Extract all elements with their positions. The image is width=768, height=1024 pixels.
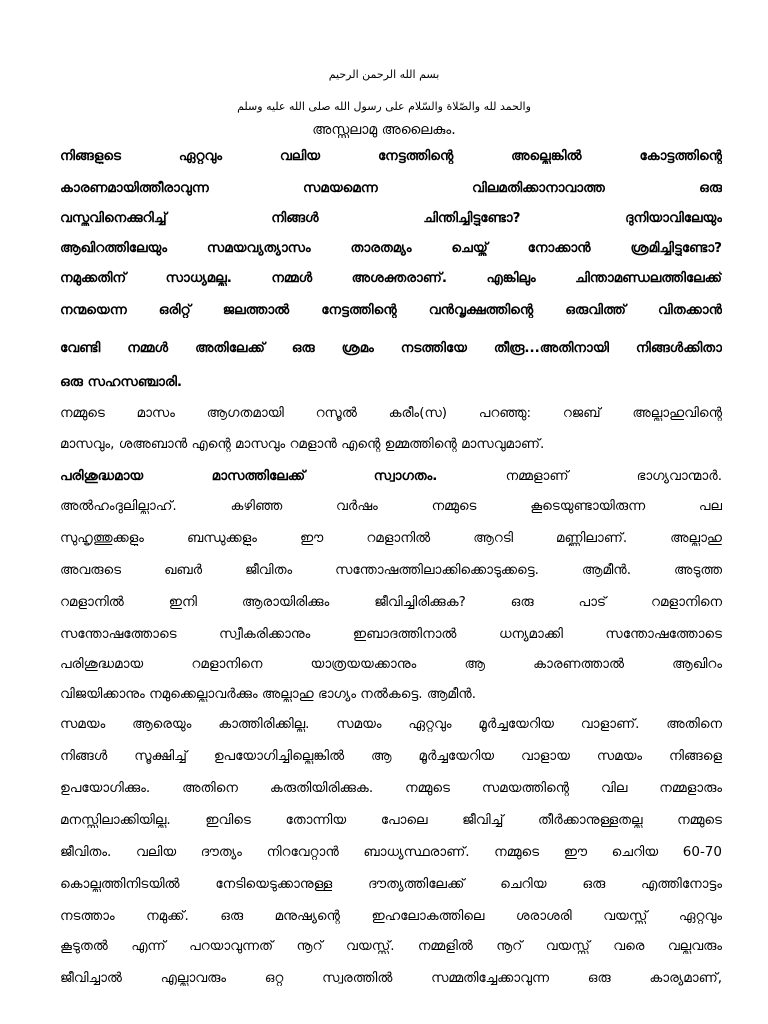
salam-greeting: അസ്സലാമു അലൈകും. (312, 122, 456, 138)
intro-line: വസ്തുവിനെക്കുറിച്ച് നിങ്ങൾ ചിന്തിച്ചിട്ടുണ്ടോ? ദുനിയാവിലേയും (60, 210, 722, 226)
body-line: ജീവിച്ചാൽ എല്ലാവരും ഒറ്റ സ്വരത്തിൽ സമ്മതിച്ചേക്കാവുന്ന ഒരു കാര്യമാണ്, (60, 970, 722, 986)
body-line: അൽഹംദുലില്ലാഹ്. കഴിഞ്ഞ വർഷം നമ്മുടെ കൂടെയുണ്ടായിരുന്ന പല (60, 498, 722, 514)
body-line: മാസവും, ശഅബാൻ എന്റെ മാസവും റമളാൻ എന്റെ ഉമ്മത്തിന്റെ മാസവുമാണ്. (60, 436, 545, 452)
intro-line: നിങ്ങളുടെ ഏറ്റവും വലിയ നേട്ടത്തിന്റെ അല്ലെങ്കിൽ കോട്ടത്തിന്റെ (60, 148, 722, 164)
body-line: നമ്മുടെ മാസം ആഗതമായി റസൂൽ കരീം(സ) പറഞ്ഞു: റജബ് അല്ലാഹുവിന്റെ (60, 405, 722, 421)
body-line: സമയം ആരെയും കാത്തിരിക്കില്ല. സമയം ഏറ്റവും മൂർച്ചയേറിയ വാളാണ്. അതിനെ (60, 716, 722, 732)
bismillah-line: بسم الله الرحمن الرحيم (328, 68, 440, 81)
body-line: അവരുടെ ഖബർ ജീവിതം സന്തോഷത്തിലാക്കിക്കൊടുക്കട്ടെ. ആമീൻ. അടുത്ത (60, 562, 722, 578)
welcome-bold-text: പരിശുദ്ധമായ മാസത്തിലേക്ക് സ്വാഗതം. (60, 468, 438, 484)
hamdala-line: والحمد لله والصّلاة والسّلام على رسول الله صلى الله عليه وسلم (237, 100, 531, 113)
body-line: കൂടുതൽ എന്ന് പറയാവുന്നത് നൂറ് വയസ്സ്. നമ്മളിൽ നൂറ് വയസ്സ് വരെ വല്ലവരും (60, 938, 722, 954)
intro-line: നന്മയെന്ന ഒരിറ്റ് ജലത്താൽ നേട്ടത്തിന്റെ വൻവൃക്ഷത്തിന്റെ ഒരുവിത്ത് വിതക്കാൻ (60, 302, 722, 318)
intro-line: കാരണമായിത്തീരാവുന്ന സമയമെന്ന വിലമതിക്കാനാവാത്ത ഒരു (60, 180, 722, 196)
body-line: കൊല്ലത്തിനിടയിൽ നേടിയെടുക്കാനുള്ള ദൗത്യത്തിലേക്ക് ചെറിയ ഒരു എത്തിനോട്ടം (60, 876, 722, 892)
intro-line: ഒരു സഹസഞ്ചാരി. (60, 374, 183, 390)
body-line: സുഹൃത്തുക്കളും ബന്ധുക്കളും ഈ റമളാനിൽ ആറടി മണ്ണിലാണ്. അല്ലാഹു (60, 530, 722, 546)
intro-line: ആഖിറത്തിലേയും സമയവ്യത്യാസം താരതമ്യം ചെയ്ത് നോക്കാൻ ശ്രമിച്ചിട്ടുണ്ടോ? (60, 240, 722, 256)
intro-line: നമുക്കതിന് സാധ്യമല്ല. നമ്മൾ അശക്തരാണ്. എങ്കിലും ചിന്താമണ്ഡലത്തിലേക്ക് (60, 270, 722, 286)
body-line: നടത്താം നമുക്ക്. ഒരു മനുഷ്യന്റെ ഇഹലോകത്തിലെ ശരാശരി വയസ്സ് ഏറ്റവും (60, 908, 722, 924)
body-line: റമളാനിൽ ഇനി ആരായിരിക്കും ജീവിച്ചിരിക്കുക? ഒരു പാട് റമളാനിനെ (60, 594, 722, 610)
body-line: വിജയിക്കാനും നമുക്കെല്ലാവർക്കും അല്ലാഹു ഭാഗ്യം നൽകട്ടെ. ആമീൻ. (60, 686, 477, 702)
body-line: ജീവിതം. വലിയ ദൗത്യം നിറവേറ്റാൻ ബാധ്യസ്ഥരാണ്. നമ്മുടെ ഈ ചെറിയ 60-70 (60, 844, 722, 860)
body-line: നിങ്ങൾ സൂക്ഷിച്ച് ഉപയോഗിച്ചില്ലെങ്കിൽ ആ മൂർച്ചയേറിയ വാളായ സമയം നിങ്ങളെ (60, 748, 722, 764)
body-line-mixed (60, 468, 722, 484)
intro-line: വേണ്ടി നമ്മൾ അതിലേക്ക് ഒരു ശ്രമം നടത്തിയേ തീരൂ...അതിനായി നിങ്ങൾക്കിതാ (60, 340, 722, 356)
body-line: പരിശുദ്ധമായ റമളാനിനെ യാത്രയയക്കാനും ആ കാരണത്താൽ ആഖിറം (60, 656, 722, 672)
body-line: മനസ്സിലാക്കിയില്ല. ഇവിടെ തോന്നിയ പോലെ ജീവിച്ച് തീർക്കാനുള്ളതല്ല നമ്മുടെ (60, 812, 722, 828)
welcome-rest-text: നമ്മളാണ് ഭാഗ്യവാന്മാർ. (437, 468, 722, 484)
body-line: ഉപയോഗിക്കും. അതിനെ കരുതിയിരിക്കുക. നമ്മുടെ സമയത്തിന്റെ വില നമ്മളാരും (60, 780, 722, 796)
body-line: സന്തോഷത്തോടെ സ്വീകരിക്കാനും ഇബാദത്തിനാൽ ധന്യമാക്കി സന്തോഷത്തോടെ (60, 626, 722, 642)
